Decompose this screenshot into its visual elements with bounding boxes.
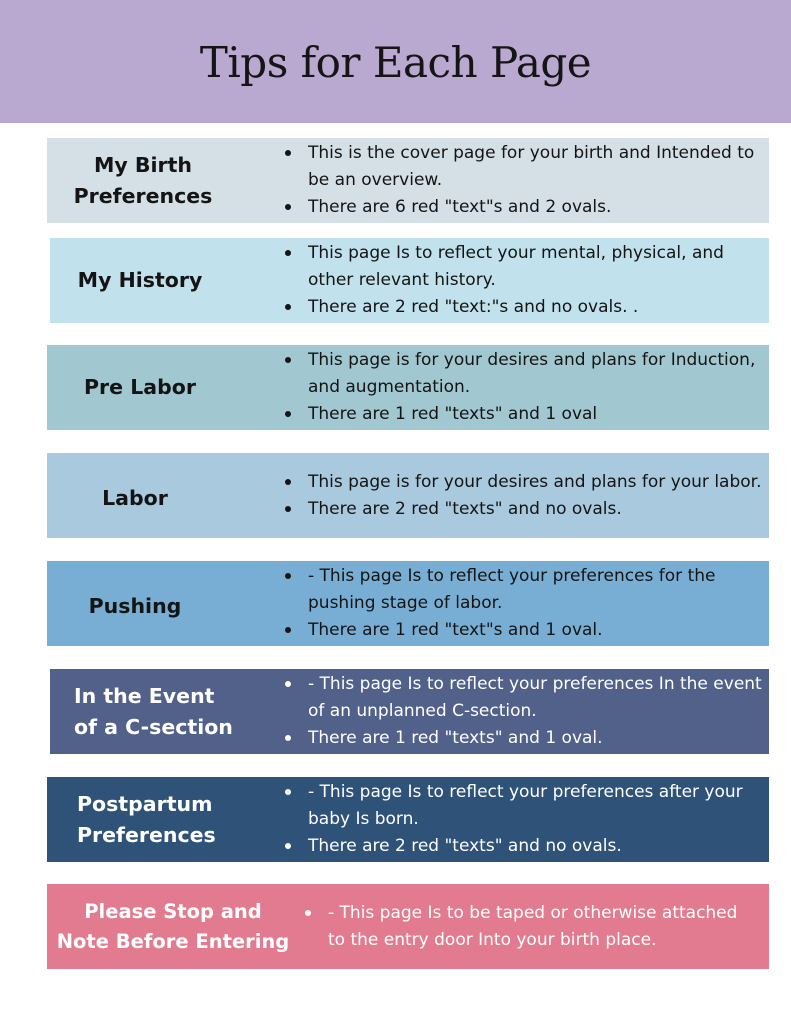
bullet-text: This page Is to reflect your mental, physical, and other relevant history. <box>308 243 724 290</box>
section-pre-labor <box>47 345 769 430</box>
bullet-list <box>284 671 769 752</box>
bullet-item <box>284 140 769 194</box>
bullet-list <box>304 900 769 954</box>
bullet-item <box>284 294 769 321</box>
bullet-dot <box>285 150 291 156</box>
title-banner <box>0 0 791 123</box>
section-c-section <box>50 669 769 754</box>
bullet-text: This page is for your desires and plans for your labor. <box>308 471 762 492</box>
bullet-item <box>284 347 769 401</box>
bullet-text: There are 2 red "texts" and no ovals. <box>308 836 622 856</box>
bullet-text: - This page Is to reflect your preferences for the pushing stage of labor. <box>308 566 716 613</box>
bullet-dot <box>285 627 291 633</box>
bullet-text: There are 1 red "text"s and 1 oval. <box>308 620 603 640</box>
bullet-item <box>284 779 769 833</box>
section-label: Labor <box>102 486 168 510</box>
bullet-item <box>304 900 743 954</box>
bullet-dot <box>285 735 291 741</box>
section-my-birth-preferences <box>47 138 769 223</box>
bullet-item <box>284 671 769 725</box>
bullet-item <box>284 240 769 294</box>
bullet-dot <box>285 573 291 579</box>
bullet-text: - This page Is to reflect your preferences after your baby Is born. <box>308 782 743 829</box>
bullet-item <box>284 563 769 617</box>
section-label: Postpartum Preferences <box>77 791 216 847</box>
bullet-list <box>284 240 769 321</box>
bullet-text: This is the cover page for your birth and Intended to be an overview. <box>308 143 755 190</box>
bullet-text: - This page Is to be taped or otherwise attached to the entry door Into your birth place. <box>328 902 738 950</box>
bullet-dot <box>285 506 291 512</box>
bullet-text: There are 2 red "texts" and no ovals. <box>308 498 622 519</box>
bullet-item <box>284 725 769 752</box>
section-please-stop <box>47 884 769 969</box>
section-label: My History <box>77 268 203 292</box>
bullet-dot <box>285 479 291 485</box>
bullet-item <box>284 496 769 523</box>
section-label: Pushing <box>88 594 182 618</box>
section-postpartum-preferences <box>47 777 769 862</box>
bullet-item <box>284 833 769 860</box>
bullet-text: There are 1 red "texts" and 1 oval <box>308 404 598 424</box>
section-pushing <box>47 561 769 646</box>
section-my-history <box>50 238 769 323</box>
section-label: Pre Labor <box>84 375 196 399</box>
bullet-text: This page is for your desires and plans for Induction, and augmentation. <box>308 350 756 397</box>
bullet-list <box>284 469 769 523</box>
bullet-item <box>284 401 769 428</box>
bullet-text: There are 2 red "text:"s and no ovals. . <box>308 297 639 317</box>
bullet-dot <box>285 357 291 363</box>
bullet-item <box>284 469 769 496</box>
bullet-text: There are 6 red "text"s and 2 ovals. <box>308 197 612 217</box>
bullet-list <box>284 347 769 428</box>
bullet-dot <box>285 411 291 417</box>
bullet-dot <box>285 304 291 310</box>
bullet-list <box>284 779 769 860</box>
bullet-text: There are 1 red "texts" and 1 oval. <box>308 728 603 748</box>
section-label: In the Event of a C-section <box>74 683 233 739</box>
bullet-dot <box>285 204 291 210</box>
bullet-dot <box>285 789 291 795</box>
bullet-dot <box>285 843 291 849</box>
section-label: My Birth Preferences <box>73 152 213 208</box>
bullet-text: - This page Is to reflect your preferences In the event of an unplanned C-section. <box>308 674 762 721</box>
bullet-dot <box>305 910 311 916</box>
bullet-list <box>284 140 769 221</box>
bullet-dot <box>285 250 291 256</box>
section-label: Please Stop and Note Before Entering <box>56 899 290 953</box>
bullet-dot <box>285 681 291 687</box>
bullet-list <box>284 563 769 644</box>
bullet-item <box>284 617 769 644</box>
page-title: Tips for Each Page <box>199 38 592 87</box>
bullet-item <box>284 194 769 221</box>
section-labor <box>47 453 769 538</box>
